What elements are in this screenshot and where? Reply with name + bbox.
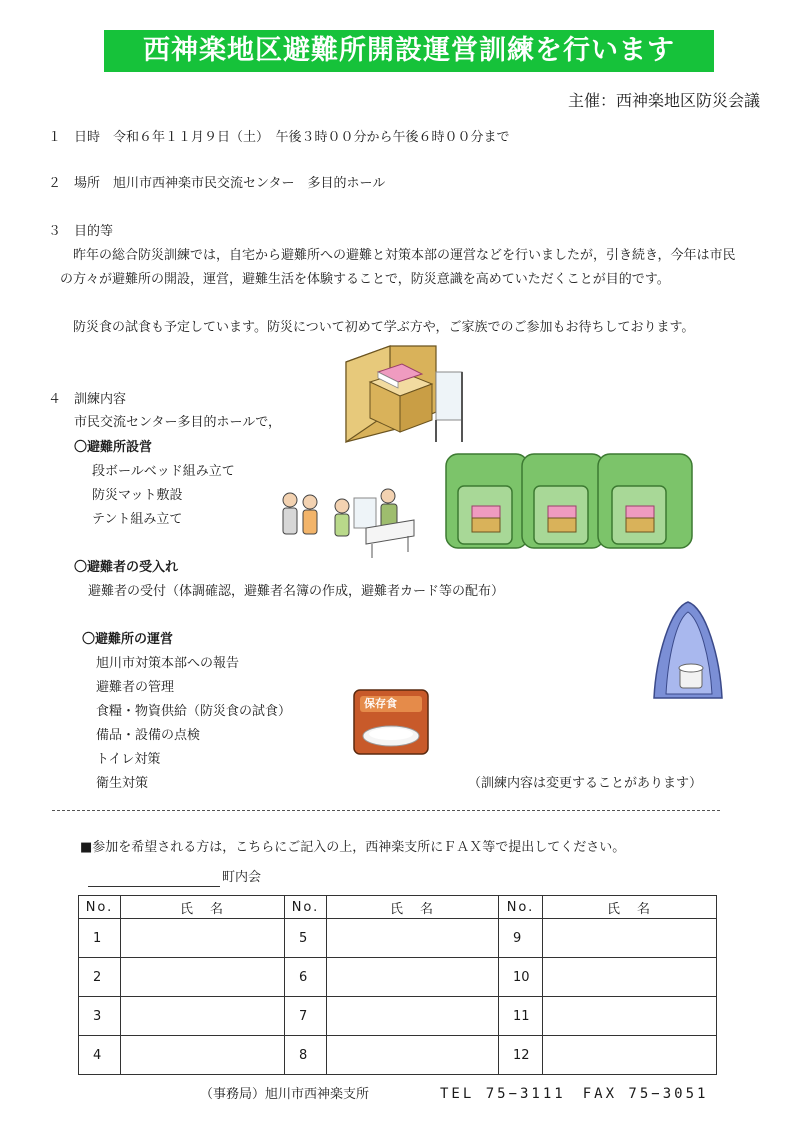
name-cell[interactable] — [543, 919, 717, 958]
list-item: テント組み立て — [92, 512, 183, 527]
item-1-number: １ — [48, 130, 62, 145]
table-row — [79, 997, 717, 1036]
purpose-paragraph-1: 昨年の総合防災訓練では，自宅から避難所への避難と対策本部の運営などを行いましたが，引き続き，今年は市民の方々が避難所の開設，運営，避難生活を体験することで，防災意識を高めていただくことが目的です。 — [60, 248, 736, 287]
row-number: 5 — [285, 919, 327, 958]
purpose-paragraph-2: 防災食の試食も予定しています。防災について初めて学ぶ方や，ご家族でのご参加もお待ちしております。 — [60, 320, 695, 335]
row-number: 8 — [285, 1036, 327, 1075]
name-cell[interactable] — [327, 958, 499, 997]
row-number: 3 — [79, 997, 121, 1036]
table-row — [79, 1036, 717, 1075]
name-cell[interactable] — [121, 1036, 285, 1075]
row-number: 4 — [79, 1036, 121, 1075]
column-header-name: 氏 名 — [327, 896, 499, 919]
organizer: 主催：西神楽地区防災会議 — [567, 91, 760, 110]
section-operation-title: 〇避難所の運営 — [82, 632, 174, 647]
list-item: 避難者の受付（体調確認，避難者名簿の作成，避難者カード等の配布） — [88, 584, 505, 599]
list-item: 旭川市対策本部への報告 — [96, 656, 240, 671]
purpose-heading: 目的等 — [74, 224, 114, 239]
name-cell[interactable] — [121, 958, 285, 997]
preserved-food-illustration — [352, 688, 430, 756]
row-number: 11 — [499, 997, 543, 1036]
list-item: 防災マット敷設 — [92, 488, 183, 503]
training-heading: 訓練内容 — [74, 392, 127, 407]
list-item: 避難者の管理 — [96, 680, 175, 695]
row-number: 12 — [499, 1036, 543, 1075]
name-cell[interactable] — [121, 997, 285, 1036]
column-header-name: 氏 名 — [543, 896, 717, 919]
row-number: 7 — [285, 997, 327, 1036]
name-cell[interactable] — [327, 919, 499, 958]
column-header-no: No. — [285, 896, 327, 919]
list-item: 衛生対策 — [96, 776, 149, 791]
cardboard-bed-illustration — [340, 342, 470, 448]
chonaikai-label: 町内会 — [222, 870, 262, 885]
row-number: 6 — [285, 958, 327, 997]
name-cell[interactable] — [327, 997, 499, 1036]
list-item: トイレ対策 — [96, 752, 161, 767]
list-item: 備品・設備の点検 — [96, 728, 201, 743]
chonaikai-input-line[interactable] — [88, 886, 220, 887]
item-3-number: ３ — [48, 224, 62, 239]
item-2-number: ２ — [48, 176, 62, 191]
toilet-tent-illustration — [650, 598, 726, 706]
row-number: 1 — [79, 919, 121, 958]
application-instruction: ■参加を希望される方は，こちらにご記入の上，西神楽支所にＦＡＸ等で提出してください。 — [80, 840, 626, 855]
column-header-no: No. — [79, 896, 121, 919]
list-item: 段ボールベッド組み立て — [92, 464, 235, 479]
page-title: 西神楽地区避難所開設運営訓練を行います — [104, 30, 714, 72]
change-note: （訓練内容は変更することがあります） — [468, 776, 703, 791]
row-number: 10 — [499, 958, 543, 997]
item-4-number: ４ — [48, 392, 62, 407]
row-number: 9 — [499, 919, 543, 958]
column-header-no: No. — [499, 896, 543, 919]
table-header-row — [79, 896, 717, 919]
name-cell[interactable] — [543, 997, 717, 1036]
food-pack-label: 保存食 — [364, 697, 397, 710]
row-number: 2 — [79, 958, 121, 997]
section-reception-title: 〇避難者の受入れ — [74, 560, 179, 575]
table-row — [79, 919, 717, 958]
name-cell[interactable] — [327, 1036, 499, 1075]
name-cell[interactable] — [121, 919, 285, 958]
tent-illustration — [444, 444, 696, 552]
name-cell[interactable] — [543, 1036, 717, 1075]
office-label: （事務局）旭川市西神楽支所 — [200, 1087, 370, 1102]
table-row — [79, 958, 717, 997]
place-text: 場所 旭川市西神楽市民交流センター 多目的ホール — [74, 176, 386, 191]
name-cell[interactable] — [543, 958, 717, 997]
section-shelter-setup-title: 〇避難所設営 — [74, 440, 153, 455]
contact-numbers: TEL 75−3111 FAX 75−3051 — [440, 1086, 709, 1102]
participant-table — [78, 895, 717, 1075]
training-intro: 市民交流センター多目的ホールで， — [74, 415, 281, 430]
reception-people-illustration — [278, 480, 418, 560]
list-item: 食糧・物資供給（防災食の試食） — [96, 704, 292, 719]
cut-line — [52, 810, 720, 811]
datetime-text: 日時 令和６年１１月９日（土） 午後３時００分から午後６時００分まで — [74, 130, 510, 145]
column-header-name: 氏 名 — [121, 896, 285, 919]
